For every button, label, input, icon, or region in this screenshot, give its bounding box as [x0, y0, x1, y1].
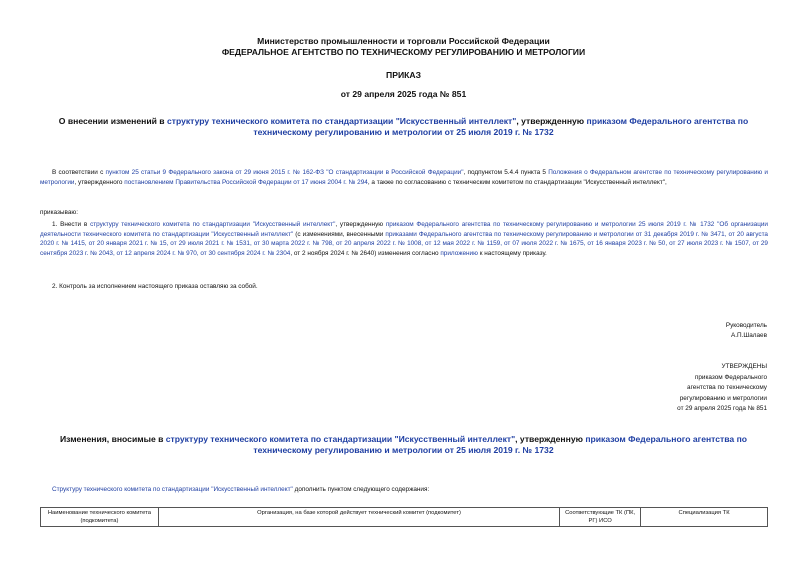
text: , от 2 ноября 2024 г. № 2640) изменения согласно: [290, 249, 441, 257]
title-text: О внесении изменений в: [58, 116, 167, 126]
title-text: , утвержденную: [515, 434, 586, 444]
title-link-order[interactable]: приказом Федерального агентства по техническому регулированию и метрологии от 25 июля 2019 г. № 1732: [253, 116, 749, 137]
text: к настоящему приказу.: [477, 249, 547, 257]
document-type: ПРИКАЗ: [386, 70, 421, 80]
text: (с изменениями, внесенными: [293, 230, 386, 238]
signer-name: А.П.Шалаев: [730, 332, 767, 339]
link-order-1732[interactable]: приказом Федерального агентства по техническому регулированию и метрологии 25 июля 2019 г. № 1732 "Об организации деятельности технического комитета по стандартизации "Искусственный интеллект": [40, 221, 769, 238]
approval-block: [567, 362, 767, 415]
link-federal-law[interactable]: пунктом 25 статьи 9 Федерального закона от 29 июня 2015 г. № 162-ФЗ "О стандартизации в Российской Федерации": [105, 169, 464, 176]
intro-text: дополнить пунктом следующего содержания:: [292, 486, 430, 493]
approval-line: приказом Федерального: [694, 373, 767, 381]
document-date-number: от 29 апреля 2025 года № 851: [340, 89, 467, 99]
paragraph-basis: [40, 168, 768, 187]
link-agency-regulation[interactable]: Положения о Федеральном агентстве по техническому регулированию и метрологии: [40, 169, 769, 186]
text: В соответствии с: [52, 169, 106, 176]
signature-block: [567, 321, 767, 341]
signer-position: Руководитель: [725, 322, 767, 329]
approval-line: регулированию и метрологии: [679, 394, 767, 402]
committee-table: [40, 507, 768, 527]
paragraph-item-2: 2. Контроль за исполнением настоящего приказа оставляю за собой.: [52, 283, 258, 290]
paragraph-item-1: [40, 220, 768, 258]
title-text: , утвержденную: [516, 116, 587, 126]
link-structure[interactable]: структуру технического комитета по стандартизации "Искусственный интеллект": [90, 221, 336, 228]
text: , утвержденную: [335, 221, 386, 228]
approval-line: УТВЕРЖДЕНЫ: [721, 363, 767, 370]
ministry-name: Министерство промышленности и торговли Российской Федерации: [257, 36, 550, 46]
appendix-title-link-order[interactable]: приказом Федерального агентства по техническому регулированию и метрологии от 25 июля 2019 г. № 1732: [253, 434, 748, 455]
text: , утвержденного: [74, 178, 125, 186]
appendix-title-link-structure[interactable]: структуру технического комитета по стандартизации "Искусственный интеллект": [165, 434, 516, 444]
link-government-decree[interactable]: постановлением Правительства Российской Федерации от 17 июня 2004 г. № 294: [124, 178, 368, 186]
text: 1. Внести в: [52, 221, 91, 228]
header-cell-iso-counterpart: Соответствующие ТК (ПК, РГ) ИСО: [560, 508, 641, 527]
header-cell-specialization: Специализация ТК: [641, 508, 768, 527]
intro-link-structure[interactable]: Структуру технического комитета по стандартизации "Искусственный интеллект": [52, 486, 293, 493]
link-appendix[interactable]: приложению: [440, 249, 478, 257]
text: , а также по согласованию с техническим комитетом по стандартизации "Искусственный интеллект",: [367, 178, 667, 186]
header-cell-organization: Организация, на базе которой действует технический комитет (подкомитет): [158, 508, 559, 527]
text: , подпунктом 5.4.4 пункта 5: [463, 169, 549, 176]
appendix-intro: [52, 486, 768, 493]
paragraph-order-word: приказываю:: [40, 209, 78, 216]
title-text: Изменения, вносимые в: [59, 434, 166, 444]
agency-name: ФЕДЕРАЛЬНОЕ АГЕНТСТВО ПО ТЕХНИЧЕСКОМУ РЕГУЛИРОВАНИЮ И МЕТРОЛОГИИ: [221, 47, 586, 57]
table-header-row: [41, 508, 768, 527]
appendix-title: [40, 434, 767, 456]
document-title: [40, 116, 767, 138]
title-link-structure[interactable]: структуру технического комитета по стандартизации "Искусственный интеллект": [166, 116, 517, 126]
header-cell-committee-name: Наименование технического комитета (подкомитета): [41, 508, 159, 527]
link-amending-orders[interactable]: приказами Федерального агентства по техническому регулированию и метрологии от 31 декабря 2019 г. № 3471, от 20 августа 2020 г. № 1415, от 20 января 2021 г. № 15, от 29 июля 2021 г. № 1531, от 30 марта 2022 г. № 798, от 20 апреля 2022 г. № 1008, от 12 мая 2022 г. № 1159, от 07 июля 2022 г. № 1675, от 16 января 2023 г. № 50, от 27 июля 2023 г. № 1507, от 29 сентября 2023 г. № 2043, от 12 апреля 2024 г. № 970, от 30 сентября 2024 г. № 2304: [40, 230, 768, 257]
approval-line: от 29 апреля 2025 года № 851: [677, 405, 767, 412]
approval-line: агентства по техническому: [687, 384, 767, 391]
